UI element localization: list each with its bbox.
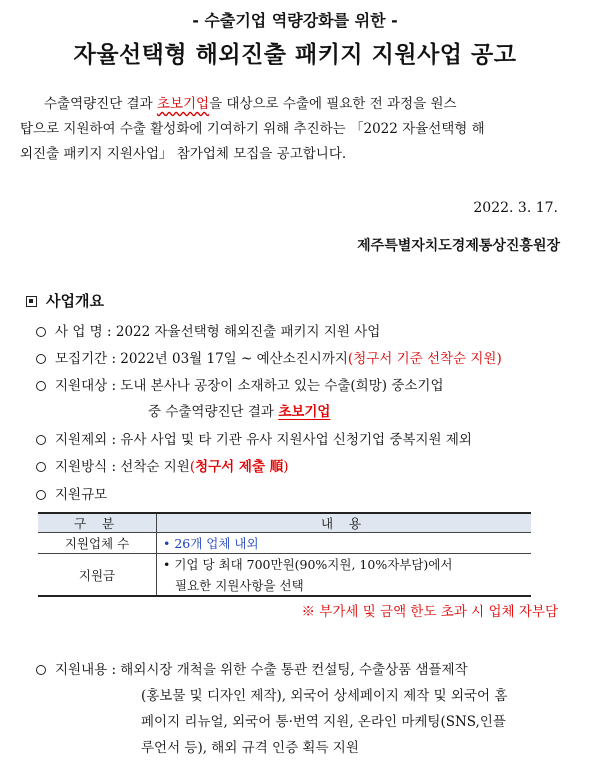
circle-bullet-icon bbox=[36, 435, 46, 445]
item-exclusion bbox=[36, 428, 472, 448]
beginner-company-highlight: 초보기업 bbox=[156, 96, 210, 112]
paren: ) bbox=[283, 459, 289, 475]
intro-text: 을 대상으로 수출에 필요한 전 과정을 원스 bbox=[209, 96, 457, 112]
circle-bullet-icon bbox=[36, 490, 46, 500]
item-value: : 2022 자율선택형 해외진출 패키지 지원 사업 bbox=[107, 324, 381, 340]
notice-title: 자율선택형 해외진출 패키지 지원사업 공고 bbox=[73, 42, 517, 68]
circle-bullet-icon bbox=[36, 381, 46, 391]
beginner-company-emphasis: 초보기업 bbox=[278, 404, 331, 420]
notice-date: 2022. 3. 17. bbox=[473, 200, 558, 216]
item-value: : 도내 본사나 공장이 소재하고 있는 수출(희망) 중소기업 bbox=[111, 378, 444, 394]
item-label: 모집기간 bbox=[55, 351, 108, 367]
item-target bbox=[36, 374, 444, 394]
item-value: : 해외시장 개척을 위한 수출 통관 컨설팅, 수출상품 샘플제작 bbox=[111, 662, 468, 678]
intro-line-1 bbox=[44, 92, 457, 117]
item-recruit-period bbox=[36, 347, 502, 367]
section-heading-label: 사업개요 bbox=[46, 292, 104, 310]
vat-note: ※ 부가세 및 금액 한도 초과 시 업체 자부담 bbox=[301, 604, 558, 620]
table-header-row bbox=[38, 513, 531, 533]
item-value: : 유사 사업 및 타 기관 유사 지원사업 신청기업 중복지원 제외 bbox=[111, 432, 472, 448]
item-label: 지원규모 bbox=[55, 487, 108, 503]
circle-bullet-icon bbox=[36, 354, 46, 364]
item-content bbox=[36, 658, 468, 678]
item-project-name bbox=[36, 320, 380, 340]
intro-line-2: 탑으로 지원하여 수출 활성화에 기여하기 위해 추진하는 「2022 자율선택형 해 bbox=[20, 121, 485, 137]
item-label: 지원대상 bbox=[55, 378, 108, 394]
table-cell-label: 지원금 bbox=[38, 554, 157, 597]
content-line-4: 루언서 등), 해외 규격 인증 획득 지원 bbox=[141, 740, 359, 756]
table-cell-label: 지원업체 수 bbox=[38, 533, 157, 554]
table-row bbox=[38, 533, 531, 554]
period-note: (청구서 기준 선착순 지원) bbox=[347, 351, 502, 367]
content-line-2: (홍보물 및 디자인 제작), 외국어 상세페이지 제작 및 외국어 홈 bbox=[141, 688, 508, 704]
item-label: 사 업 명 bbox=[55, 324, 103, 340]
circle-bullet-icon bbox=[36, 462, 46, 472]
item-value: 중 수출역량진단 결과 bbox=[148, 404, 279, 420]
item-value: : 2022년 03월 17일 ~ 예산소진시까지 bbox=[111, 351, 348, 367]
support-scale-table bbox=[38, 512, 531, 597]
table-cell-value: • 26개 업체 내외 bbox=[157, 533, 532, 554]
item-label: 지원제외 bbox=[55, 432, 108, 448]
item-label: 지원방식 bbox=[55, 459, 108, 475]
intro-line-3: 외진출 패키지 지원사업」 참가업체 모집을 공고합니다. bbox=[20, 146, 347, 162]
table-cell-line: • 기업 당 최대 700만원(90%지원, 10%자부담)에서 bbox=[163, 557, 453, 572]
item-method bbox=[36, 455, 288, 475]
square-bullet-icon bbox=[26, 296, 37, 307]
item-target-cont bbox=[148, 400, 330, 420]
item-label: 지원내용 bbox=[55, 662, 108, 678]
paren: ( bbox=[189, 459, 196, 475]
content-line-3: 페이지 리뉴얼, 외국어 통·번역 지원, 온라인 마케팅(SNS,인플 bbox=[141, 714, 506, 730]
notice-subtitle: - 수출기업 역량강화를 위한 - bbox=[192, 11, 398, 30]
table-cell-value bbox=[157, 554, 532, 597]
item-value: : 선착순 지원 bbox=[111, 459, 190, 475]
table-header-category: 구 분 bbox=[38, 513, 157, 533]
method-emphasis: 청구서 제출 順 bbox=[195, 459, 284, 475]
table-cell-line: 필요한 지원사항을 선택 bbox=[175, 578, 304, 593]
table-header-content: 내 용 bbox=[157, 513, 532, 533]
issuing-organization: 제주특별자치도경제통상진흥원장 bbox=[357, 238, 560, 254]
item-scale bbox=[36, 483, 107, 503]
table-row bbox=[38, 554, 531, 597]
intro-text: 수출역량진단 결과 bbox=[44, 96, 157, 112]
section-heading bbox=[26, 290, 104, 311]
circle-bullet-icon bbox=[36, 665, 46, 675]
circle-bullet-icon bbox=[36, 327, 46, 337]
